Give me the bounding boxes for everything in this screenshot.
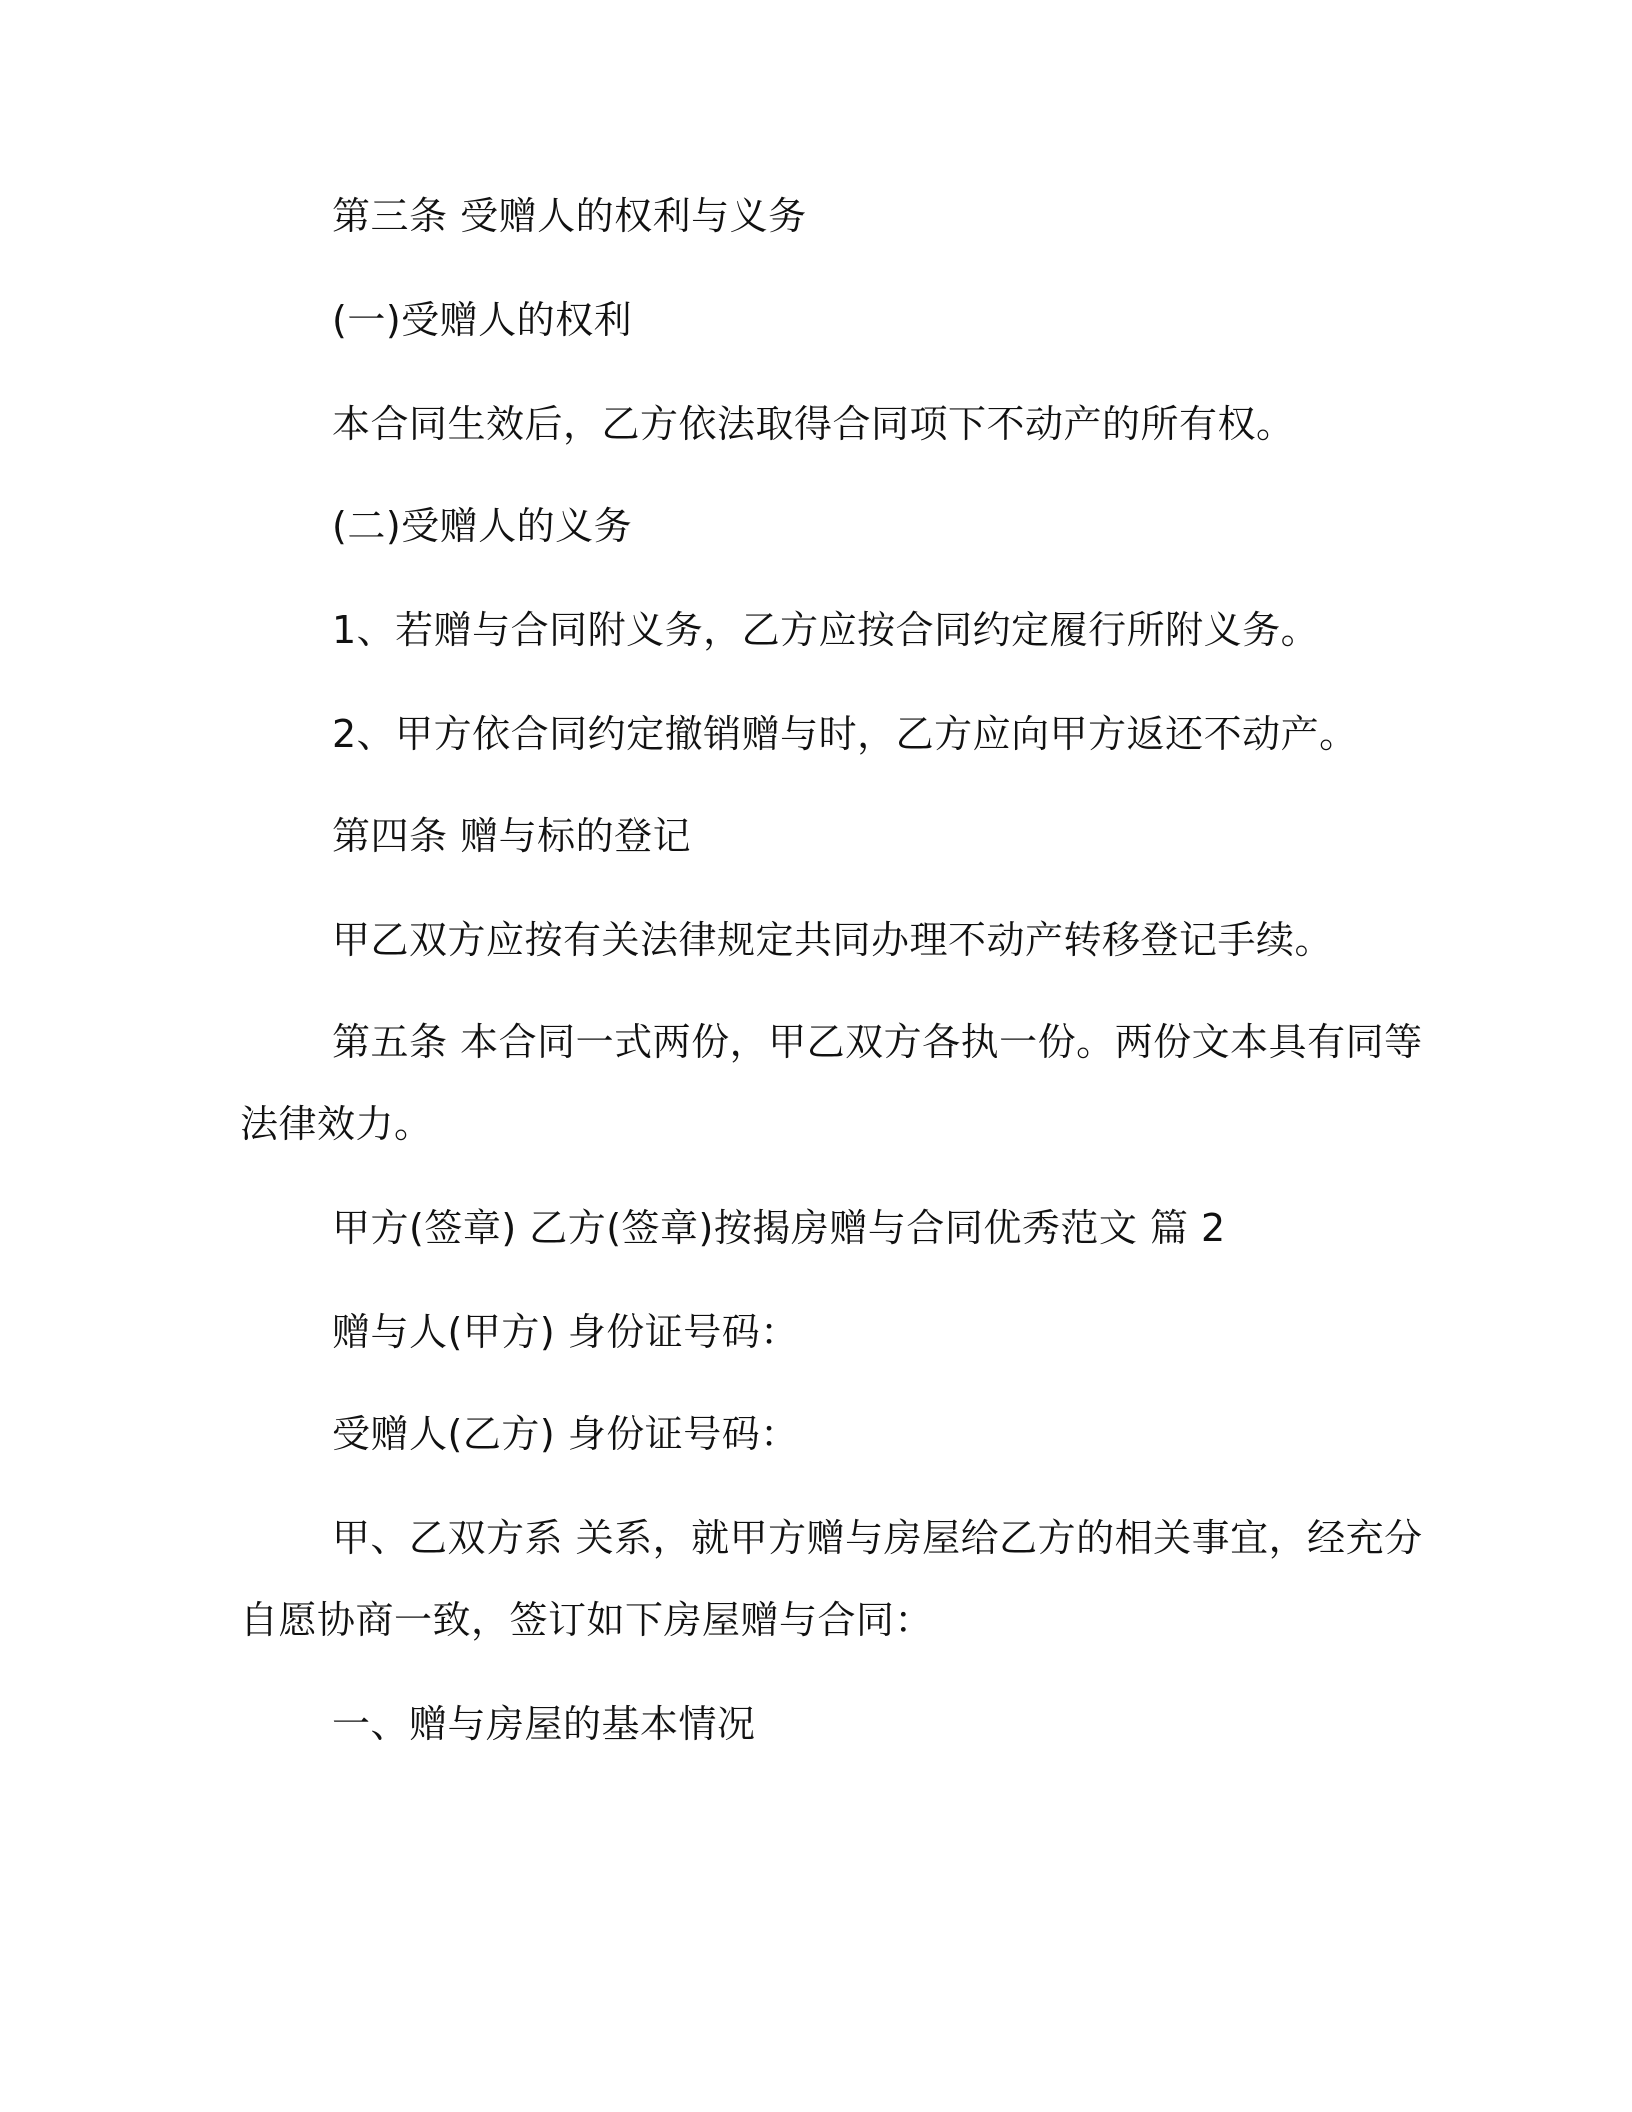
article-3-heading: 第三条 受赠人的权利与义务 bbox=[332, 194, 807, 238]
article-5-line2: 法律效力。 bbox=[240, 1102, 433, 1146]
list-item: 2、甲方依合同约定撤销赠与时，乙方应向甲方返还不动产。 bbox=[332, 712, 1358, 756]
list-item: 1、若赠与合同附义务，乙方应按合同约定履行所附义务。 bbox=[332, 608, 1320, 652]
section-2-heading: (二)受赠人的义务 bbox=[332, 504, 633, 548]
paragraph: 甲乙双方应按有关法律规定共同办理不动产转移登记手续。 bbox=[332, 918, 1334, 962]
relationship-line1: 甲、乙双方系 关系，就甲方赠与房屋给乙方的相关事宜，经充分 bbox=[332, 1516, 1423, 1560]
donee-id-line: 受赠人(乙方) 身份证号码： bbox=[332, 1412, 799, 1456]
article-5-line1: 第五条 本合同一式两份，甲乙双方各执一份。两份文本具有同等 bbox=[332, 1020, 1423, 1064]
relationship-line2: 自愿协商一致，签订如下房屋赠与合同： bbox=[240, 1598, 934, 1642]
paragraph: 本合同生效后，乙方依法取得合同项下不动产的所有权。 bbox=[332, 402, 1295, 446]
section-1-heading: (一)受赠人的权利 bbox=[332, 298, 633, 342]
signature-line: 甲方(签章) 乙方(签章)按揭房赠与合同优秀范文 篇 2 bbox=[332, 1206, 1226, 1250]
donor-id-line: 赠与人(甲方) 身份证号码： bbox=[332, 1310, 799, 1354]
house-basic-info-heading: 一、赠与房屋的基本情况 bbox=[332, 1702, 756, 1746]
article-4-heading: 第四条 赠与标的登记 bbox=[332, 814, 692, 858]
